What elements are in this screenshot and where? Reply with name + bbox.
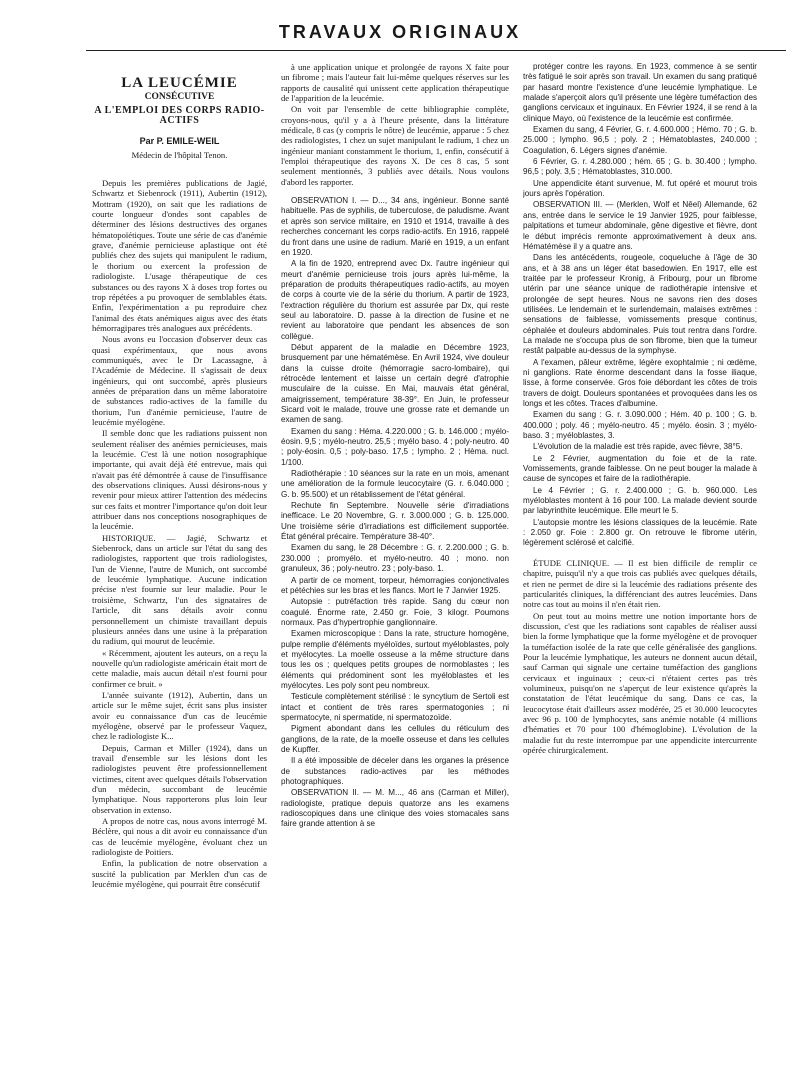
paragraph: Rechute fin Septembre. Nouvelle série d'irradiations inefficace. Le 20 Novembre, G. r. 3.000.000 ; G. b. 125.000. Une troisième série d'irradiations est difficilement supportée. État général précaire. Température 38-40°. [281, 501, 509, 542]
paragraph: Une appendicite étant survenue, M. fut opéré et mourut trois jours après l'opération. [523, 178, 757, 199]
paragraph: « Récemment, ajoutent les auteurs, on a reçu la nouvelle qu'un radiologiste américain était mort de cette maladie, mais aucun détail n'est fourni pour confirmer ce bruit. » [92, 647, 267, 689]
paragraph: Autopsie : putréfaction très rapide. Sang du cœur non coagulé. Énorme rate, 2.450 gr. Foie, 3 kilogr. Poumons normaux. Pas d'hypertrophie ganglionnaire. [281, 597, 509, 627]
paragraph: Depuis, Carman et Miller (1924), dans un travail d'ensemble sur les lésions dont les radiologistes peuvent être professionnellement victimes, citent avec quelques détails l'observation d'un médecin, succombant de leucémie lymphatique. Nous rapporterons plus loin leur observation in extenso. [92, 742, 267, 815]
running-header: TRAVAUX ORIGINAUX [278, 22, 522, 42]
paragraph: Examen du sang : G. r. 3.090.000 ; Hém. 40 p. 100 ; G. b. 400.000 ; poly. 46 ; myélo-neutro. 45 ; myélo. éosin. 3 ; myélo-baso. 3 ; myéloblastes, 3. [523, 410, 757, 441]
paragraph: à une application unique et prolongée de rayons X faite pour un fibrome ; mais l'auteur fait lui-même quelques réserves sur les rapports de causalité qui unissent cette application thérapeutique de l'apparition de la leucémie. [281, 62, 509, 104]
paragraph: ÉTUDE CLINIQUE. — Il est bien difficile de remplir ce chapitre, puisqu'il n'y a que trois cas publiés avec quelques détails, et rien ne permet de dire si la leucémie des radiations présente des particularités cliniques, la différenciant des autres leucémies. Dans notre cas tout au moins il n'en était rien. [523, 557, 757, 610]
article-title: LA LEUCÉMIE [121, 75, 238, 91]
paragraph: Radiothérapie : 10 séances sur la rate en un mois, amenant une amélioration de la formule leucocytaire (G. r. 6.040.000 ; G. b. 95.500) et un rétablissement de l'état général. [281, 469, 509, 499]
paragraph: A la fin de 1920, entreprend avec Dx. l'autre ingénieur qui meurt d'anémie pernicieuse trois jours après lui-même, la préparation de produits thérapeutiques radio-actifs, au moyen de corps à courte vie de la série du thorium. A partir de 1923, l'extraction régulière du thorium est assurée par Dx, qui reste seul au laboratoire. D. passe à la direction de l'usine et ne revient au laboratoire que pendant les absences de son collègue. [281, 259, 509, 341]
column-1 [92, 62, 267, 1072]
paragraph: On peut tout au moins mettre une notion importante hors de discussion, c'est que les radiations sont capables de réaliser aussi bien la forme lymphatique que la forme myélogène et de provoquer la tuméfaction isolée de la rate que celle généralisée des ganglions. Pour la leucémie lymphatique, les auteurs ne donnent aucun détail, sauf Carman qui signale une certaine tuméfaction des ganglions cervicaux et inguinaux ; ceux-ci n'étaient certes pas très volumineux, puisqu'on ne s'aperçut de leur existence qu'après la constatation de l'état leucémique du sang. Dans ce cas, la leucocytose était d'ailleurs assez modérée, 25 et 30.000 leucocytes avec 96 p. 100 de lymphocytes, sans anémie notable (4 millions d'hématies et 70 pour 100 d'hémoglobine). L'évolution de la maladie fut du reste interrompue par une appendicite intercurrente opérée chirurgicalement. [523, 610, 757, 755]
paragraph: OBSERVATION I. — D..., 34 ans, ingénieur. Bonne santé habituelle. Pas de syphilis, de tuberculose, de paludisme. Avant et après son service militaire, en 1910 et 1914, travaille à des recherches concernant les corps radio-actifs. En 1916, rappelé du front dans une usine de radium. Marié en 1919, a un enfant en 1920. [281, 196, 509, 257]
paragraph: Dans les antécédents, rougeole, coqueluche à l'âge de 30 ans, et à 38 ans un léger état basedowien. En 1917, elle est traitée par le professeur Kronig, à Fribourg, pour un fibrome utérin par une séance unique de radiothérapie intensive et prolongée de sept heures. Nous ne savons rien des doses utilisées. Le lendemain et le surlendemain, malaises extrêmes : sensations de faiblesse, vomissements presque continus, céphalée et douleurs abdominales. Puis tout rentra dans l'ordre. La malade ne s'occupa plus de son fibrome, bien que la tumeur restât palpable au-dessus de la symphyse. [523, 253, 757, 356]
paragraph: Le 4 Février ; G. r. 2.400.000 ; G. b. 960.000. Les myéloblastes montent à 16 pour 100. La malade devient sourde par labyrinthite leucémique. Elle meurt le 5. [523, 485, 757, 516]
col2-observations [281, 196, 509, 830]
paragraph: A propos de notre cas, nous avons interrogé M. Béclère, qui nous a dit avoir eu connaissance d'un cas de leucémie myélogène, évoluant chez un radiologiste de Poitiers. [92, 816, 267, 858]
paragraph: Début apparent de la maladie en Décembre 1923, brusquement par une hématémèse. En Avril 1924, vive douleur dans la cuisse droite (hémorragie sacro-lombaire), qui rétrocède lentement et laisse un certain degré d'atrophie musculaire de la cuisse. En Mai, mauvais état général, amaigrissement, température 38-39°. En Juin, le professeur Sicard voit le malade, trouve une grosse rate et demande un examen de sang. [281, 342, 509, 425]
paragraph: Examen du sang, 4 Février, G. r. 4.600.000 ; Hémo. 70 ; G. b. 25.000 ; lympho. 96,5 ; poly. 2 ; Hématoblastes, 240.000 ; Coagulation, 6. Légers signes d'anémie. [523, 125, 757, 155]
column-3 [523, 62, 757, 1072]
col3-observations [523, 62, 757, 549]
paragraph: OBSERVATION III. — (Merklen, Wolf et Nêel) Allemande, 62 ans, entrée dans le service le 19 Janvier 1925, pour faiblesse, palpitations et tumeur abdominale, gêne digestive et fièvre, dont le début imprécis remonte approximativement à deux ans. Hématémèse il y a quatre ans. [523, 200, 757, 251]
paragraph: Examen du sang : Héma. 4.220.000 ; G. b. 146.000 ; myélo-éosin. 9,5 ; myélo-neutro. 25,5 ; myélo baso. 4 ; poly-neutro. 40 ; poly-éosin. 0,5 ; poly-baso. 17,5 ; lympho. 2 ; Hèma. nucl. 1/100. [281, 426, 509, 467]
paragraph: Examen microscopique : Dans la rate, structure homogène, pulpe remplie d'éléments myéloïdes, surtout myéloblastes, poly et myélocytes. La moelle osseuse a la même structure dans tous les os ; quelques petits groupes de normoblastes ; les éléments qui prédominent sont les myéloblastes et les myélocytes. Les poly sont peu nombreux. [281, 629, 509, 690]
paragraph: 6 Février, G. r. 4.280.000 ; hém. 65 ; G. b. 30.400 ; lympho. 96,5 ; poly. 3,5 ; Hématoblastes, 310.000. [523, 157, 757, 177]
col2-body [281, 62, 509, 187]
paragraph: L'évolution de la maladie est très rapide, avec fièvre, 38°5. [533, 442, 743, 452]
paragraph: Enfin, la publication de notre observation a suscité la publication par Merklen d'un cas de leucémie myélogène, qui pourrait être consécutif [92, 858, 267, 890]
paragraph: Il a été impossible de déceler dans les organes la présence de substances radio-actives par les méthodes photographiques. [281, 756, 509, 787]
paragraph: A l'examen, pâleur extrême, légère exophtalmie ; ni œdème, ni ganglions. Rate énorme descendant dans la fosse iliaque, lisse, à forme conservée. Gros foie débordant les côtes de trois travers de doigt. Douleurs spontanées et provoquées dans les os longs et les côtes. Traces d'albumine. [523, 357, 757, 408]
col3-body [523, 558, 757, 756]
paragraph: Pigment abondant dans les cellules du réticulum des ganglions, de la rate, de la moelle osseuse et dans les cellules de Kupffer. [281, 724, 509, 754]
paragraph: OBSERVATION II. — M. M..., 46 ans (Carman et Miller), radiologiste, pratique depuis quatorze ans les examens radioscopiques dans une clinique des voies stomacales sans faire grande attention à se [281, 788, 509, 829]
paragraph: L'autopsie montre les lésions classiques de la leucémie. Rate : 2.050 gr. Foie : 2.800 gr. On retrouve le fibrome utérin, légèrement sclérosé et calcifié. [523, 517, 757, 548]
header-rule [86, 50, 786, 51]
paragraph: Examen du sang, le 28 Décembre : G. r. 2.200.000 ; G. b. 230.000 ; promyélo. et myélo-neutro. 40 ; mono. non granuleux, 36 ; poly-neutro. 23 ; poly-baso. 1. [281, 543, 509, 574]
article-subtitle-2: A L'EMPLOI DES CORPS RADIO-ACTIFS [94, 104, 265, 127]
col1-body [92, 178, 267, 889]
article-subtitle: CONSÉCUTIVE [144, 92, 215, 103]
affiliation: Médecin de l'hôpital Tenon. [131, 149, 228, 160]
paragraph: Nous avons eu l'occasion d'observer deux cas quasi expérimentaux, que nous avons communiqués, avec le Dr Lacassagne, à l'Académie de Médecine. Il s'agissait de deux ingénieurs, qui ont succombé, après plusieurs années de préparation dans un même laboratoire de substances radio-actives de la famille du thorium, l'un d'anémie pernicieuse, l'autre de leucémie myélogène. [92, 334, 267, 427]
author: Par P. EMILE-WEIL [139, 136, 220, 147]
paragraph: Depuis les premières publications de Jagié, Schwartz et Siebenrock (1911), Aubertin (1912), Mottram (1920), on sait que les radiations de courte longueur d'ondes sont capables de déterminer des lésions destructives des organes hématopoïétiques. Toute une série de cas d'anémie grave, d'anémie pernicieuse aplastique ont été publiés chez des sujets qui manipulent le radium, le thorium ou exercent la profession de radiologiste. L'usage thérapeutique de ces substances ou des rayons X à doses trop fortes ou trop répétées a pu provoquer de semblables états. Enfin, l'expérimentation a pu reproduire chez l'animal des états anémiques aigus avec des états hémorragipares très analogues aux précédents. [92, 178, 267, 333]
paragraph: A partir de ce moment, torpeur, hémorragies conjonctivales et pétéchies sur les bras et les flancs. Mort le 7 Janvier 1925. [281, 575, 509, 595]
paragraph: protéger contre les rayons. En 1923, commence à se sentir très fatigué le soir après son travail. Un examen du sang pratiqué par hasard montre l'existence d'une leucémie lymphatique. Le malade s'aperçoit alors qu'il présente une légère tuméfaction des ganglions cervicaux et inguinaux. En Février 1924, il se rend à la clinique Mayo, où l'existence de la leucémie est confirmée. [523, 62, 757, 123]
paragraph: L'année suivante (1912), Aubertin, dans un article sur le même sujet, écrit sans plus insister avoir eu connaissance d'un cas de leucémie myélogène, observé par le professeur Vaquez, chez le radiologiste K... [92, 689, 267, 742]
paragraph: Le 2 Février, augmentation du foie et de la rate. Vomissements, grande faiblesse. On ne peut bouger la malade à cause de syncopes et faire de la radiothérapie. [523, 453, 757, 484]
paragraph: Il semble donc que les radiations puissent non seulement réaliser des anémies pernicieuses, mais la leucémie. C'est là une notion nosographique importante, qui avait déjà été entrevue, mais qui n'avait pas été démontrée à cause de l'insuffisance des observations cliniques. Aussi désirons-nous y revenir pour mieux attirer l'attention des médecins sur ces faits et montrer l'importance qu'on doit leur attribuer dans nos conceptions nosographiques de la leucémie. [92, 428, 267, 532]
paragraph: On voit par l'ensemble de cette bibliographie complète, croyons-nous, qu'il y a à l'heure présente, dans la littérature médicale, 8 cas (y compris le nôtre) de leucémie, apparue : 5 chez des radiologistes, 1 chez un sujet manipulant le radium, 1 chez un ingénieur maniant constamment le thorium, 1, enfin, consécutif à l'emploi thérapeutique des rayons X. De ces 8 cas, 5 sont seulement mentionnés, 3 publiés avec détails. Nous voulons d'abord les rapporter. [281, 104, 509, 187]
column-2 [281, 62, 509, 1072]
paragraph: Testicule complètement stérilisé : le syncytium de Sertoli est intact et contient de très rares spermatogonies ; ni spermatocyte, ni spermatide, ni spermatozoïde. [281, 692, 509, 722]
paragraph: HISTORIQUE. — Jagié, Schwartz et Siebenrock, dans un article sur l'état du sang des radiologistes, rapportent que trois radiologistes, l'un de Vienne, l'autre de Munich, ont succombé de leucémie lymphatique. Aucune indication précise n'est fournie sur leur maladie. Pour le troisième, Schwartz, l'un des signataires de l'article, dit sans détails avoir connu personnellement un chimiste travaillant depuis plusieurs années dans une usine à la préparation du radium, qui mourut de leucémie. [92, 532, 267, 647]
